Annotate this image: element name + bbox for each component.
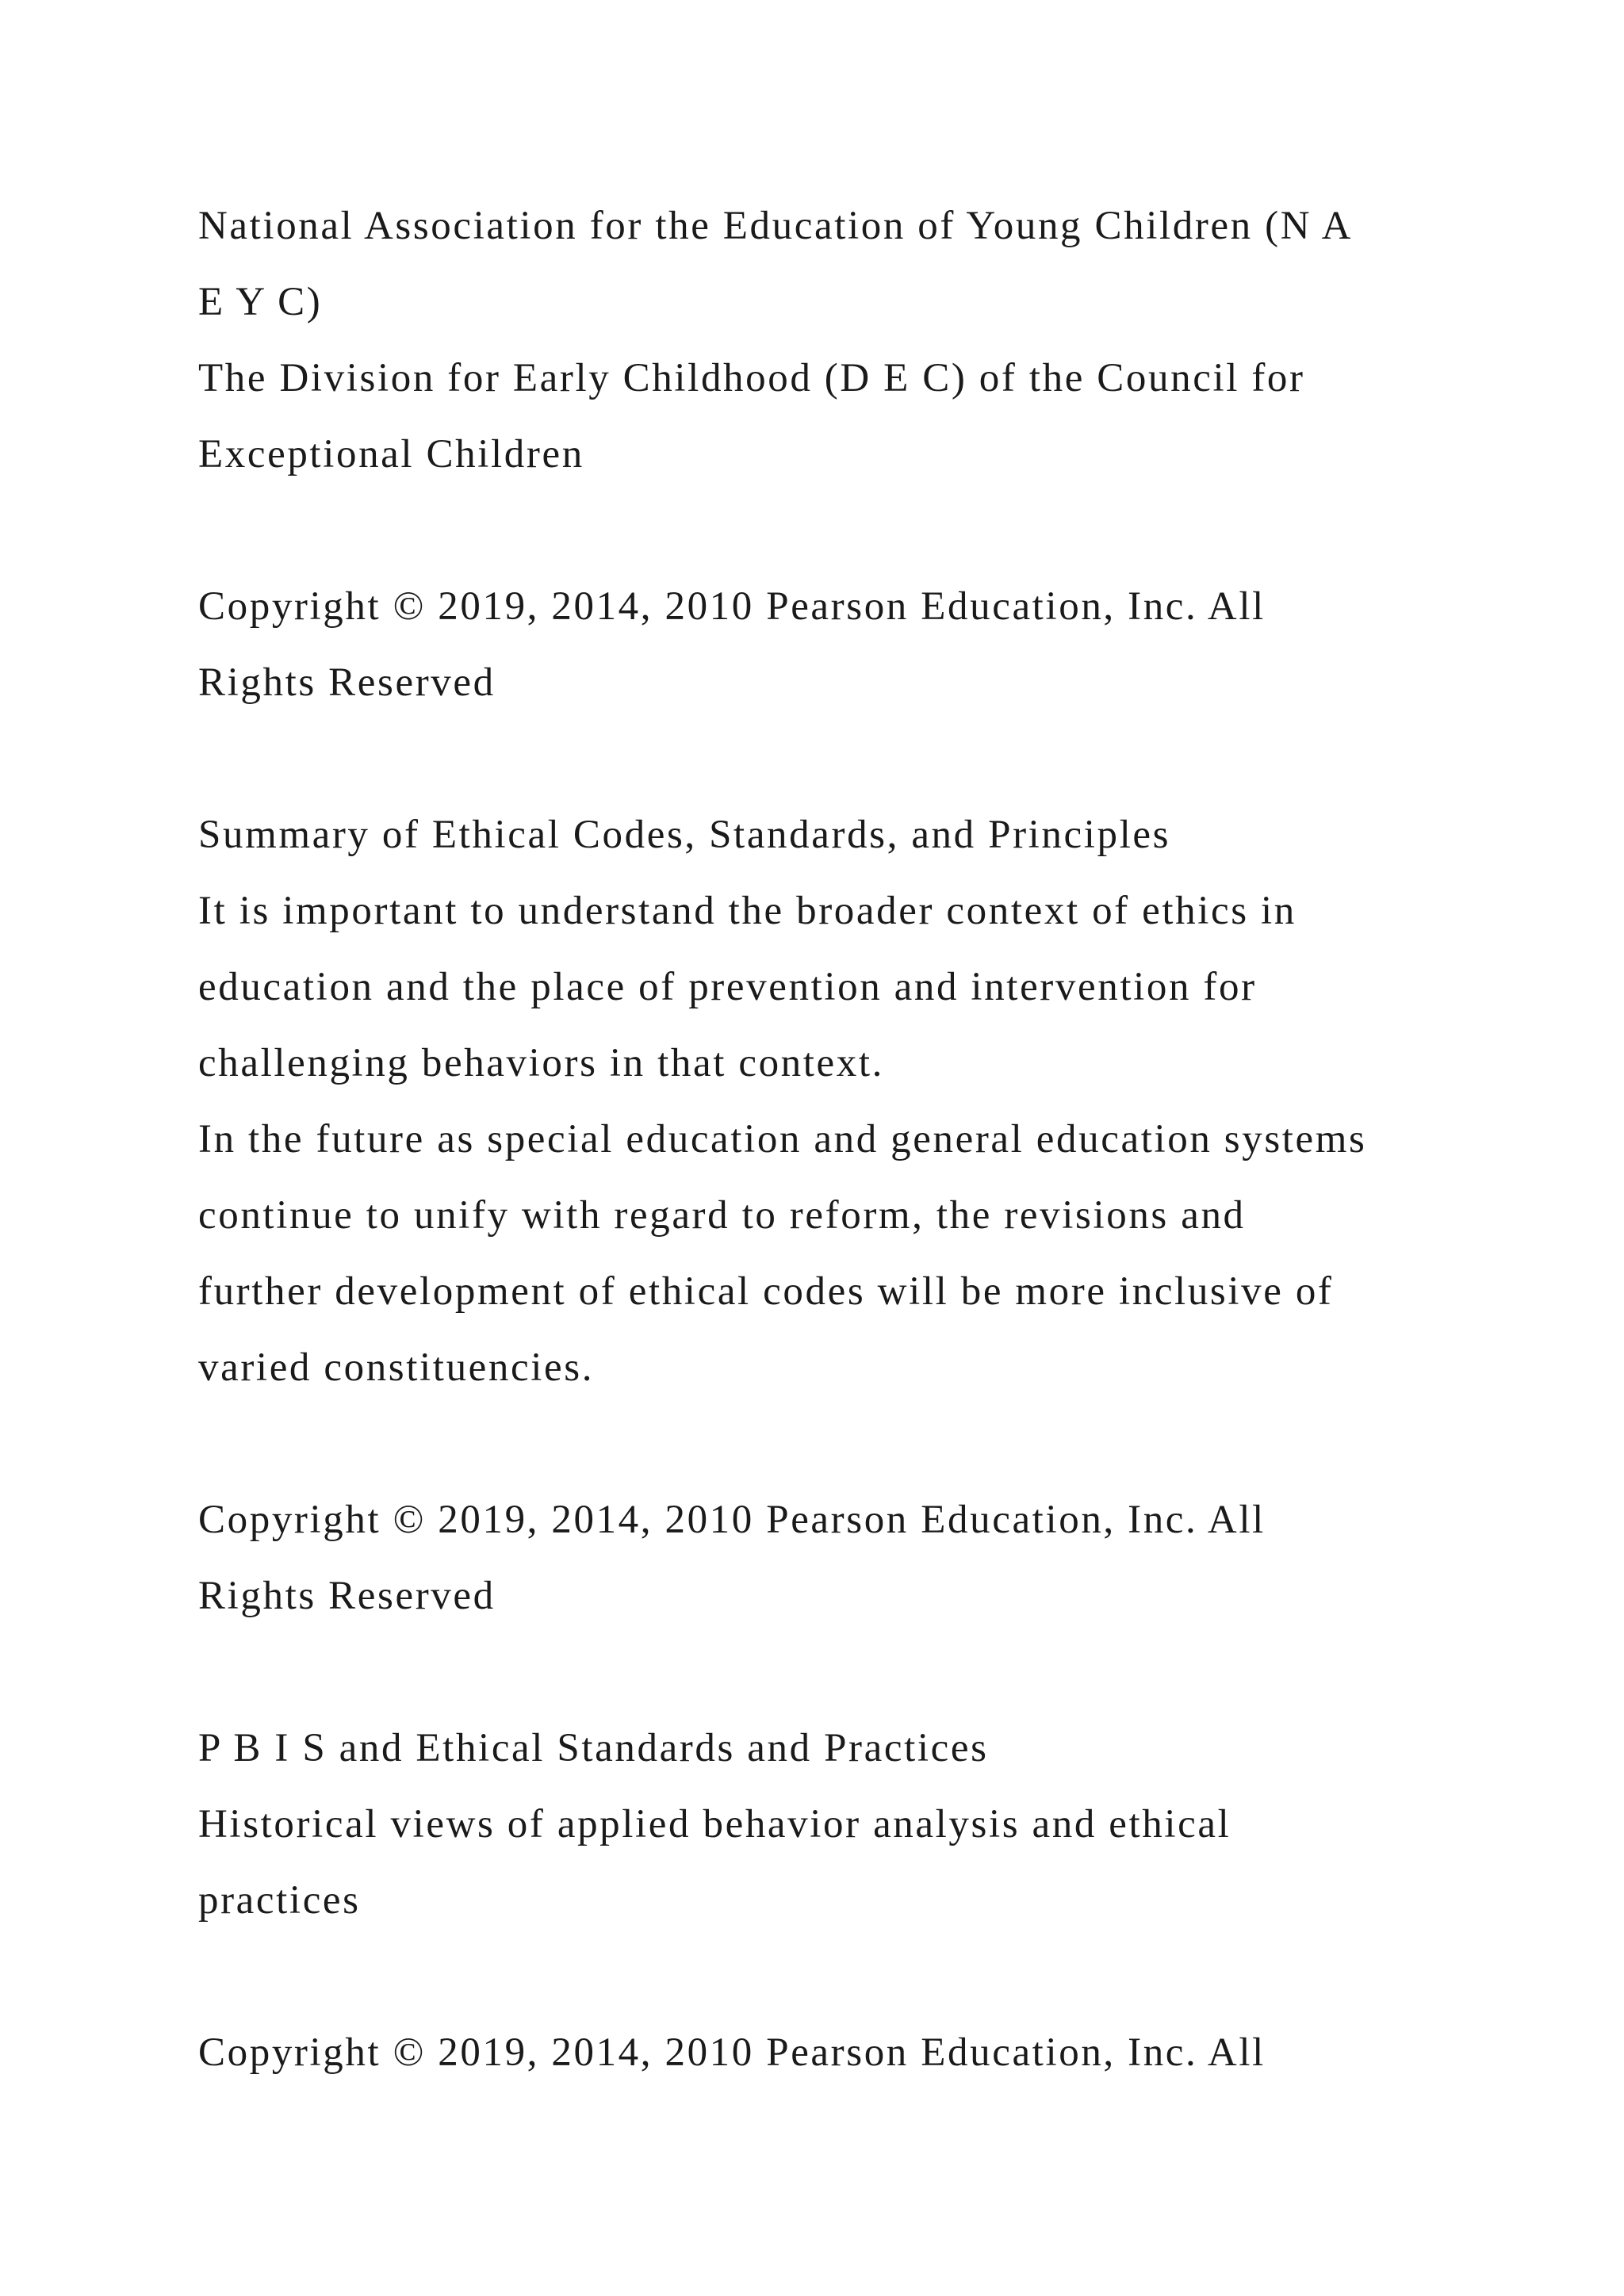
- copyright-line: Rights Reserved: [198, 1574, 496, 1618]
- text-line: E Y C): [198, 280, 323, 324]
- copyright-line: Copyright © 2019, 2014, 2010 Pearson Education, Inc. All: [198, 2030, 1266, 2075]
- text-line: education and the place of prevention and intervention for: [198, 965, 1257, 1009]
- copyright-line: Rights Reserved: [198, 660, 496, 705]
- section-heading: Summary of Ethical Codes, Standards, and Principles: [198, 813, 1171, 857]
- section-heading: P B I S and Ethical Standards and Practices: [198, 1726, 989, 1770]
- text-line: practices: [198, 1878, 361, 1923]
- document-text: [198, 188, 1507, 2091]
- blank-line: [198, 492, 1507, 568]
- copyright-line: Copyright © 2019, 2014, 2010 Pearson Education, Inc. All: [198, 584, 1266, 629]
- text-line: It is important to understand the broader context of ethics in: [198, 889, 1297, 933]
- text-line: The Division for Early Childhood (D E C) of the Council for: [198, 356, 1305, 400]
- blank-line: [198, 721, 1507, 797]
- copyright-line: Copyright © 2019, 2014, 2010 Pearson Education, Inc. All: [198, 1498, 1266, 1542]
- text-line: continue to unify with regard to reform, the revisions and: [198, 1193, 1246, 1238]
- blank-line: [198, 1634, 1507, 1710]
- text-line: varied constituencies.: [198, 1345, 595, 1390]
- text-line: In the future as special education and general education systems: [198, 1117, 1367, 1161]
- text-line: National Association for the Education of Young Children (N A: [198, 204, 1354, 248]
- text-line: Exceptional Children: [198, 432, 584, 476]
- blank-line: [198, 1406, 1507, 1482]
- text-line: challenging behaviors in that context.: [198, 1041, 884, 1085]
- text-line: further development of ethical codes will be more inclusive of: [198, 1269, 1334, 1314]
- text-line: Historical views of applied behavior analysis and ethical: [198, 1802, 1231, 1846]
- blank-line: [198, 1938, 1507, 2015]
